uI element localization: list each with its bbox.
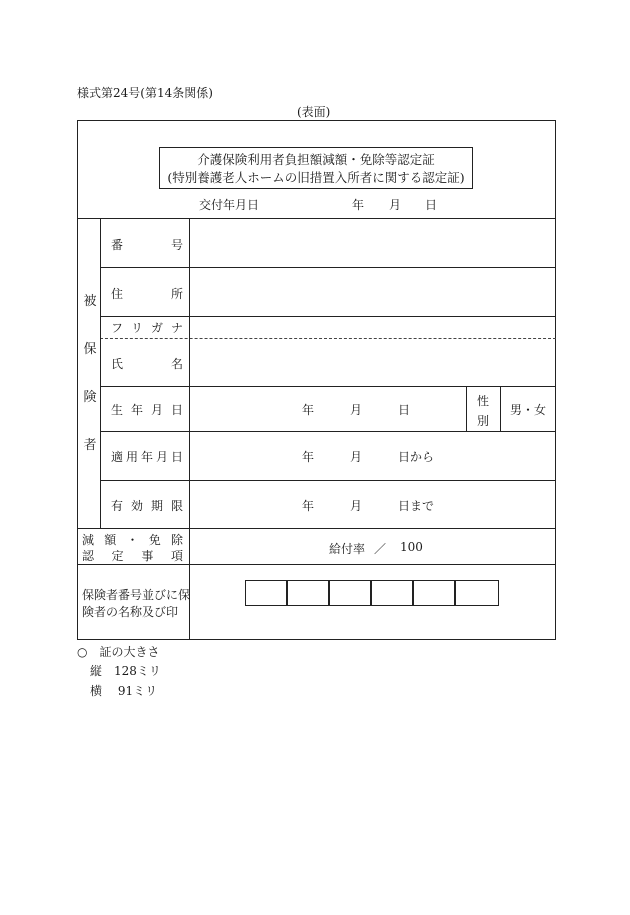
column-divider: [189, 218, 190, 640]
furigana-label: フ リ ガ ナ: [111, 321, 183, 335]
row-divider: [77, 218, 556, 219]
valid-day-until: 日まで: [398, 499, 435, 513]
sex-label: 性 別: [477, 394, 490, 428]
insured-section-label: 被 保 険 者: [83, 294, 97, 453]
row-divider: [100, 267, 556, 268]
insurer-number-box: [455, 580, 499, 606]
size-note-heading: ○ 証の大きさ: [77, 645, 160, 659]
birth-month: 月: [350, 403, 363, 417]
benefit-rate-slash: ／: [374, 542, 387, 556]
column-divider: [500, 386, 501, 431]
benefit-rate-label: 給付率: [329, 542, 366, 556]
reduction-label-line-2: 認 定 事 項: [82, 549, 183, 563]
row-divider: [77, 528, 556, 529]
issue-date-label: 交付年月日: [199, 198, 260, 212]
reduction-label-line-1: 減 額 ・ 免 除: [82, 533, 183, 547]
size-note-height: 縦 128ミリ: [90, 664, 161, 678]
birth-year: 年: [302, 403, 315, 417]
apply-day-from: 日から: [398, 450, 435, 464]
row-divider: [100, 386, 556, 387]
insurer-label-line-2: 険者の名称及び印: [82, 605, 179, 619]
furigana-dashed-divider: [100, 338, 556, 339]
column-divider: [466, 386, 467, 431]
title-line-2: (特別養護老人ホームの旧措置入所者に関する認定証): [167, 170, 465, 185]
issue-date-year: 年: [352, 198, 365, 212]
valid-year: 年: [302, 499, 315, 513]
column-divider: [100, 218, 101, 528]
row-divider: [100, 431, 556, 432]
insurer-number-box: [371, 580, 413, 606]
valid-month: 月: [350, 499, 363, 513]
address-label: 住 所: [111, 287, 183, 301]
birth-day: 日: [398, 403, 411, 417]
side-label: (表面): [297, 105, 331, 119]
row-divider: [77, 564, 556, 565]
certificate-title: [159, 147, 473, 189]
insurer-number-box: [245, 580, 287, 606]
valid-period-label: 有 効 期 限: [111, 499, 183, 513]
sex-value: 男・女: [510, 403, 547, 417]
form-number: 様式第24号(第14条関係): [77, 86, 213, 100]
size-note-width: 横 91ミリ: [90, 684, 158, 698]
benefit-rate-denominator: 100: [400, 540, 423, 554]
insurer-label-line-1: 保険者番号並びに保: [82, 588, 191, 602]
apply-month: 月: [350, 450, 363, 464]
insurer-number-box: [329, 580, 371, 606]
birth-date-label: 生 年 月 日: [111, 403, 183, 417]
insurer-number-box: [287, 580, 329, 606]
name-label: 氏 名: [111, 357, 183, 371]
insurer-number-box: [413, 580, 455, 606]
row-divider: [100, 316, 556, 317]
apply-date-label: 適 用 年 月 日: [111, 450, 183, 464]
title-line-1: 介護保険利用者負担額減額・免除等認定証: [197, 152, 435, 167]
issue-date-month: 月: [389, 198, 402, 212]
issue-date-day: 日: [425, 198, 438, 212]
number-label: 番 号: [111, 238, 183, 252]
apply-year: 年: [302, 450, 315, 464]
row-divider: [100, 480, 556, 481]
